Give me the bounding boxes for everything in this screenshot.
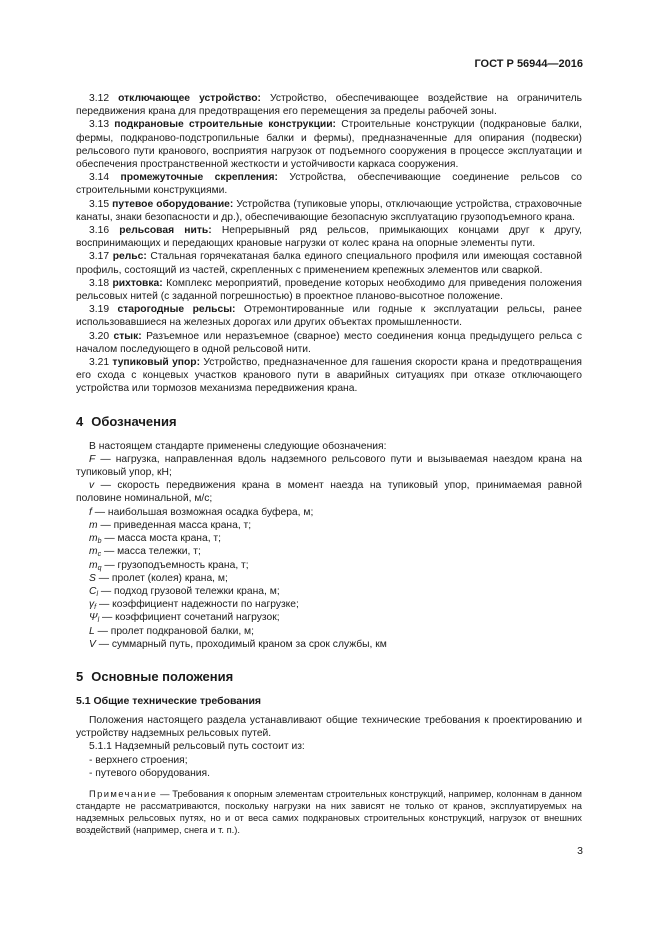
list-item: - путевого оборудования. [89, 767, 210, 779]
symbol-text: — пролет (колея) крана, м; [95, 572, 228, 584]
term-number: 3.16 [89, 225, 110, 237]
term-definition [76, 250, 582, 276]
term-number: 3.12 [89, 93, 110, 104]
symbol-subscript: c [97, 551, 102, 559]
symbol-definition [76, 532, 582, 545]
symbols-list [76, 453, 582, 651]
symbol-subscript: l [96, 590, 98, 598]
term-number: 3.14 [89, 172, 110, 184]
section-5-heading [76, 669, 582, 685]
term-text: Устройства (тупиковые упоры, отключающие устройства, страховочные канаты, знаки безопасности и др.), обеспечивающие безопасную эксплуатацию грузоподъемного крана. [76, 198, 582, 223]
symbol-subscript: l [97, 617, 100, 625]
symbol-definition [76, 479, 582, 505]
term-number: 3.15 [89, 198, 110, 210]
symbol-subscript: b [97, 538, 102, 546]
symbol-definition [76, 519, 582, 532]
term-name: рельсовая нить: [119, 225, 212, 237]
note-text: — Требования к опорным элементам строительных конструкций, например, колоннам в данном стандарте не рассматриваются, поскольку нагрузки на них зависят не только от кранов, эксплуатируемых на надземных рельсовых путях, но и от веса самих подкрановых строительных конструкций, нагрузок от внешних воздействий (например, снега и т. п.). [76, 787, 582, 835]
section-4-heading [76, 414, 582, 430]
term-text: Строительные конструкции (подкрановые балки, фермы, подкраново-подстропильные балки и фермы), предназначенные для опирания (подвески) рельсового пути кранового, восприятия нагрузок от подъемного сооружения в процессе эксплуатации и обеспечения пространственной жесткости и устойчивости каркаса сооружения. [76, 119, 582, 171]
symbol-definition [76, 453, 582, 479]
symbol: m [89, 533, 98, 545]
section-4-intro: В настоящем стандарте применены следующие обозначения: [89, 440, 387, 452]
standard-code: ГОСТ Р 56944—2016 [474, 58, 583, 70]
symbol-text: — подход грузовой тележки крана, м; [98, 585, 280, 597]
symbol-definition [76, 625, 582, 638]
symbol-text: — нагрузка, направленная вдоль надземного рельсового пути и вызываемая наездом крана на тупиковый упор, кН; [76, 453, 582, 479]
term-text: Разъемное или неразъемное (сварное) место соединения конца предыдущего рельса с началом последующего в одной рельсовой нити. [76, 330, 582, 355]
term-definition [76, 198, 582, 224]
symbol-definition [76, 611, 582, 624]
symbol-definition [76, 598, 582, 611]
term-name: подкрановые строительные конструкции: [114, 119, 336, 131]
term-definition [76, 224, 582, 250]
symbol-text: — коэффициент сочетаний нагрузок; [99, 612, 280, 624]
section-title: Обозначения [91, 413, 177, 429]
note-label: Примечание [89, 787, 158, 799]
symbol-text: — коэффициент надежности по нагрузке; [96, 599, 299, 611]
list-item: - верхнего строения; [89, 754, 188, 766]
symbol-text: — масса тележки, т; [101, 546, 201, 558]
term-definition [76, 277, 582, 303]
page-number: 3 [577, 845, 583, 857]
term-text: Устройства, обеспечивающие соединение рельсов со строительными конструкциями. [76, 172, 582, 197]
term-definition [76, 92, 582, 118]
term-number: 3.19 [89, 304, 110, 316]
term-text: Устройство, обеспечивающее воздействие на ограничитель передвижения крана для предотвращения его перемещения за пределы рабочей зоны. [76, 93, 582, 118]
terms-list [76, 92, 582, 396]
symbol-text: — пролет подкрановой балки, м; [94, 625, 254, 637]
term-name: старогодные рельсы: [117, 304, 236, 316]
symbol: V [89, 638, 96, 650]
symbol-text: — наибольшая возможная осадка буфера, м; [91, 506, 314, 518]
note [76, 788, 582, 836]
symbol: f [89, 506, 92, 518]
symbol-text: — грузоподъемность крана, т; [101, 559, 249, 571]
symbol: m [89, 519, 98, 531]
symbol: γ [89, 599, 95, 611]
symbol-definition [76, 545, 582, 558]
symbol: L [89, 625, 95, 637]
term-name: промежуточные скрепления: [120, 172, 278, 184]
term-definition [76, 330, 582, 356]
paragraph: 5.1.1 Надземный рельсовый путь состоит из: [89, 741, 305, 753]
term-text: Непрерывный ряд рельсов, примыкающих концами друг к другу, воспринимающих и передающих крановые нагрузки от колес крана на опорные элементы пути. [76, 225, 582, 250]
symbol-text: — скорость передвижения крана в момент наезда на тупиковый упор, принимаемая равной половине номинальной, м/с; [76, 480, 582, 505]
term-name: тупиковый упор: [112, 357, 201, 369]
section-number: 4 [76, 413, 84, 429]
symbol: m [89, 546, 98, 558]
term-text: Стальная горячекатаная балка единого специального профиля или имеющая составной профиль, состоящий из частей, скрепленных с применением крепежных элементов или сваркой. [76, 251, 582, 276]
term-text: Комплекс мероприятий, проведение которых необходимо для приведения положения рельсовых нитей (с заданной погрешностью) в проектное планово-высотное положение. [76, 277, 582, 303]
term-name: стык: [113, 330, 142, 342]
symbol-definition [76, 506, 582, 519]
term-definition [76, 118, 582, 171]
symbol: C [89, 585, 97, 597]
symbol: S [89, 572, 96, 584]
term-number: 3.20 [89, 330, 110, 342]
symbol: v [89, 480, 95, 492]
term-definition [76, 303, 582, 329]
paragraph: Положения настоящего раздела устанавливают общие технические требования к проектированию и устройству надземных рельсовых путей. [76, 714, 582, 740]
term-number: 3.18 [89, 277, 110, 289]
symbol-text: — суммарный путь, проходимый краном за срок службы, км [95, 638, 387, 650]
symbol-text: — приведенная масса крана, т; [97, 519, 252, 531]
symbol-subscript: q [97, 564, 102, 572]
symbol: m [89, 559, 98, 571]
symbol: Ψ [89, 612, 98, 624]
symbol: F [89, 453, 96, 465]
term-number: 3.21 [89, 357, 110, 369]
subsection-heading: 5.1 Общие технические требования [76, 694, 262, 707]
term-name: путевое оборудование: [112, 198, 234, 210]
symbol-definition [76, 572, 582, 585]
term-text: Отремонтированные или годные к эксплуатации рельсы, ранее использовавшиеся на железных дорогах или других объектах промышленности. [76, 304, 582, 329]
section-number: 5 [76, 668, 84, 684]
symbol-definition [76, 559, 582, 572]
symbol-subscript: f [94, 604, 97, 612]
page-content [76, 92, 582, 836]
term-number: 3.17 [89, 251, 110, 263]
term-number: 3.13 [89, 119, 110, 131]
term-definition [76, 171, 582, 197]
symbol-text: — масса моста крана, т; [101, 533, 222, 545]
section-title: Основные положения [91, 668, 234, 684]
term-definition [76, 356, 582, 396]
symbol-definition [76, 638, 582, 651]
term-text: Устройство, предназначенное для гашения скорости крана и предотвращения его схода с концевых участков кранового пути в аварийных ситуациях при отказе отключающего устройства или тормозов механизма передвижения крана. [76, 357, 582, 395]
term-name: отключающее устройство: [118, 93, 261, 104]
symbol-definition [76, 585, 582, 598]
term-name: рельс: [112, 251, 147, 263]
term-name: рихтовка: [112, 277, 163, 289]
